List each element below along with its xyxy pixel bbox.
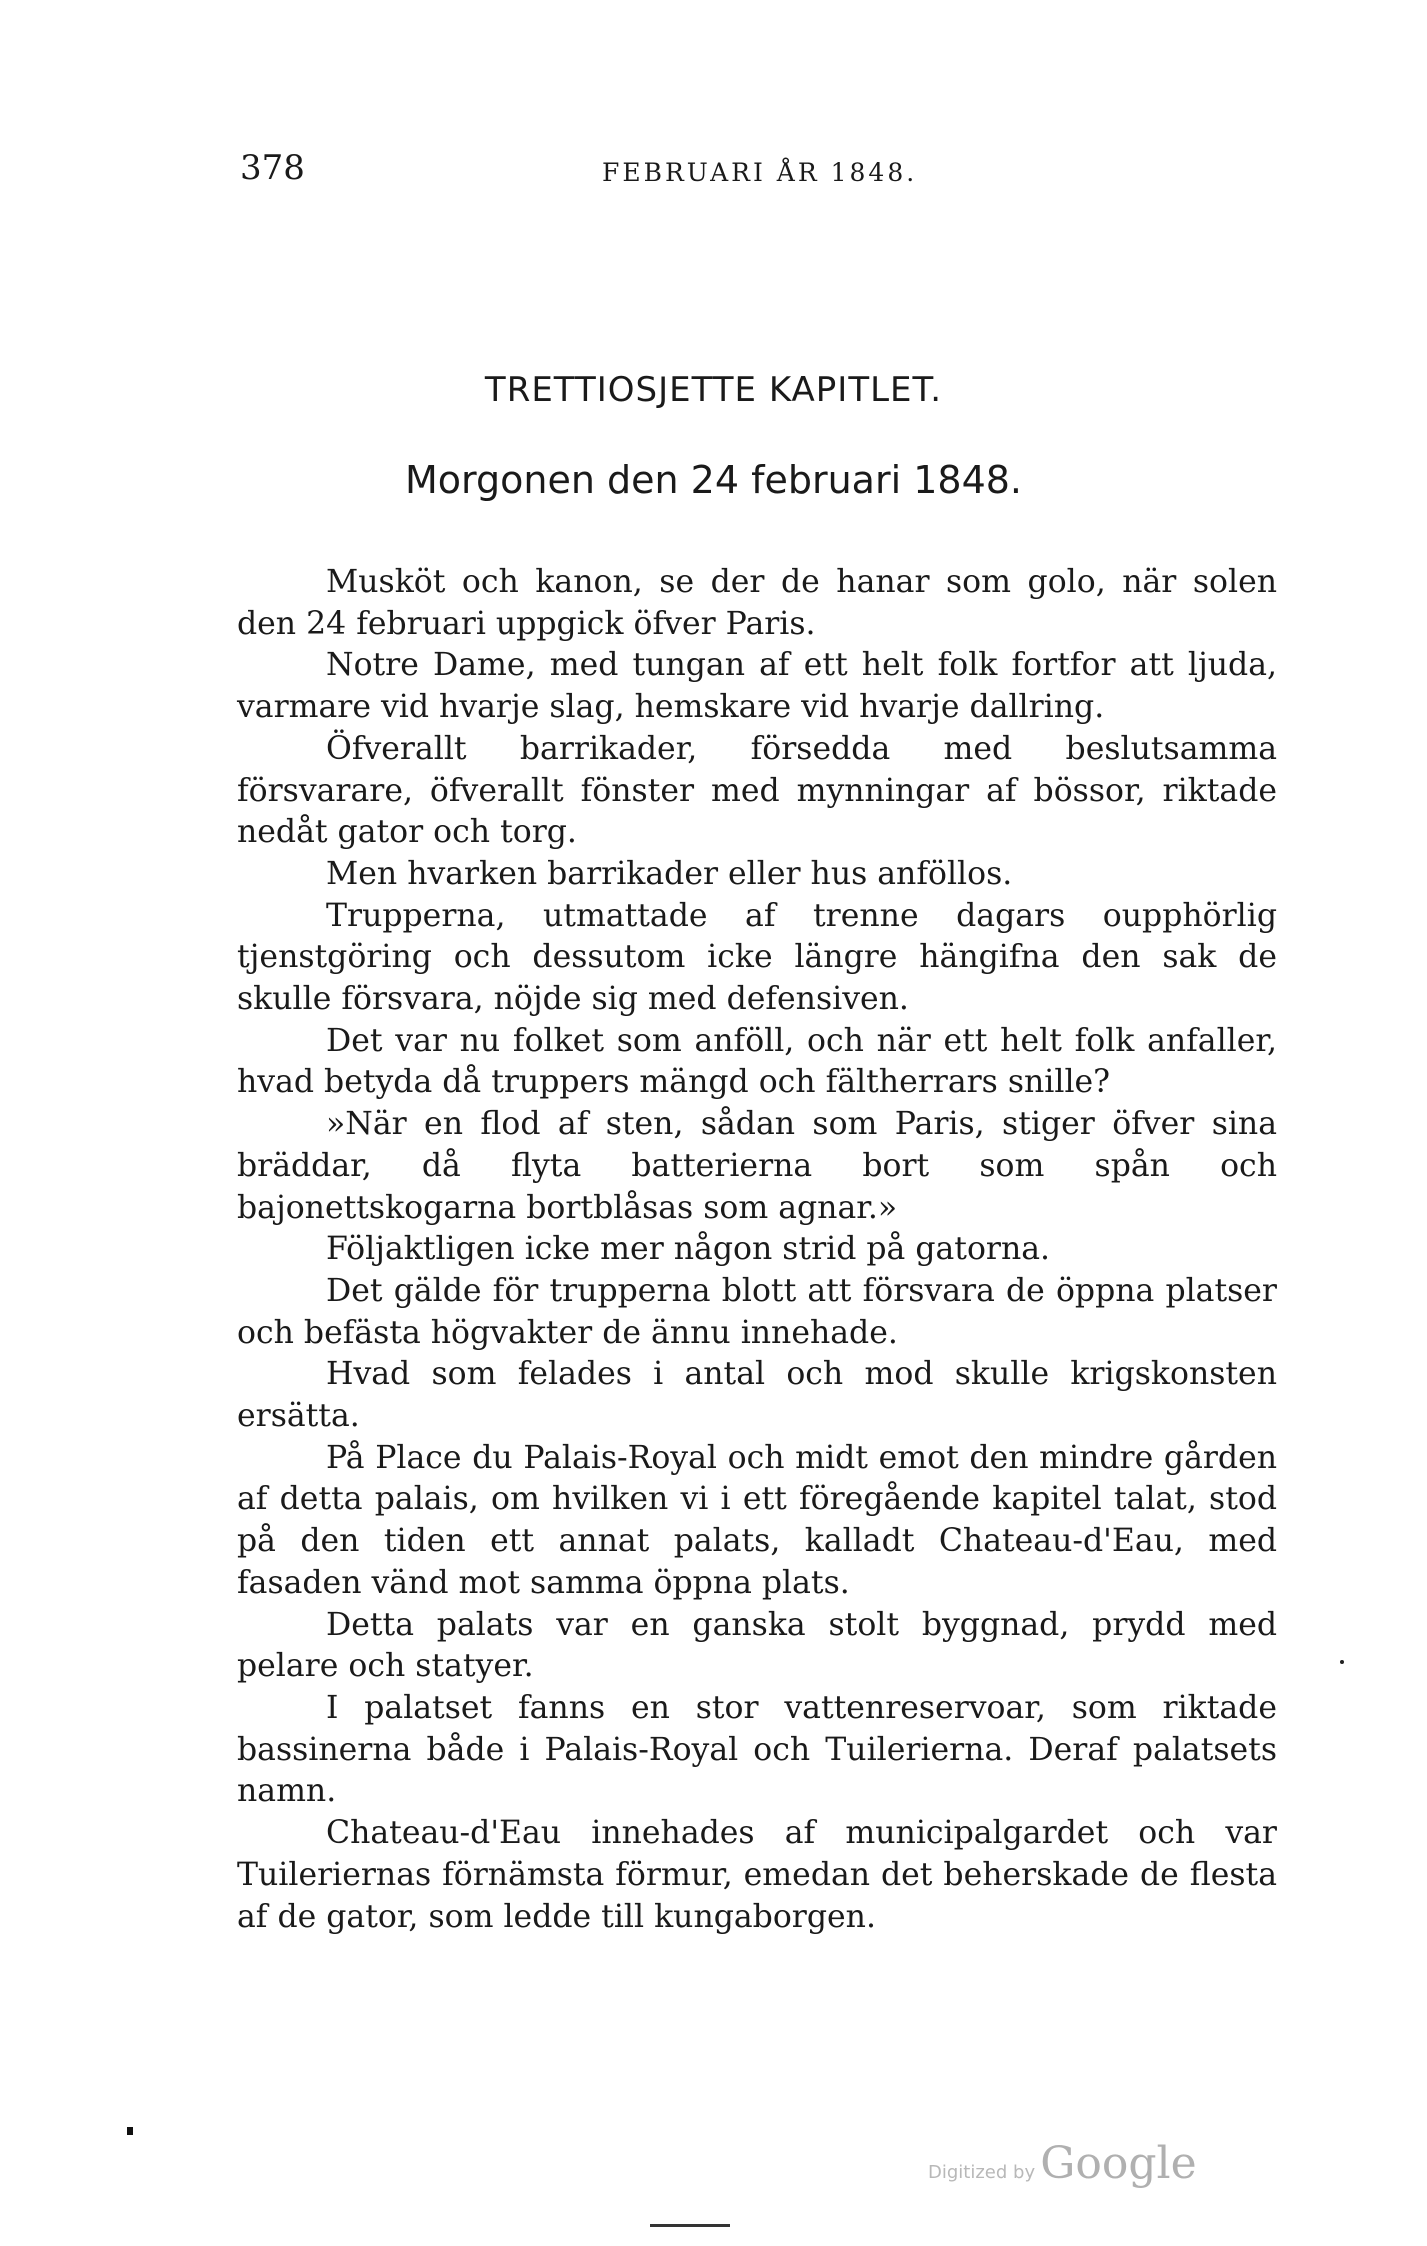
paragraph: Följaktligen icke mer någon strid på gatorna. [326,1231,1051,1268]
paragraph: Chateau-d'Eau innehades af municipalgardet och var Tuileriernas förnämsta förmur, emedan det beherskade de flesta af de gator, som ledde till kungaborgen. [237,1815,1277,1935]
print-speck [127,2127,133,2135]
paragraph: På Place du Palais-Royal och midt emot den mindre gården af detta palais, om hvilken vi i ett föregående kapitel talat, stod på den tiden ett annat palats, kalladt Chateau-d'Eau, med fasaden vänd mot samma öppna plats. [237,1439,1277,1601]
paragraph: »När en flod af sten, sådan som Paris, stiger öfver sina bräddar, då flyta batterierna bort som spån och bajonettskogarna bortblåsas som agnar.» [237,1106,1277,1226]
running-head: FEBRUARI ÅR 1848. [602,158,918,187]
paragraph: Notre Dame, med tungan af ett helt folk fortfor att ljuda, varmare vid hvarje slag, hemskare vid hvarje dallring. [237,647,1277,726]
print-speck [1340,1660,1344,1664]
paragraph: Men hvarken barrikader eller hus anföllos. [326,855,1013,892]
chapter-subtitle: Morgonen den 24 februari 1848. [405,458,1022,502]
digitized-by-google-watermark [928,2138,1197,2198]
paragraph: Trupperna, utmattade af trenne dagars oupphörlig tjenstgöring och dessutom icke längre hängifna den sak de skulle försvara, nöjde sig med defensiven. [237,897,1277,1018]
watermark-brand: Google [1040,2138,1197,2189]
paragraph: Det gälde för trupperna blott att försvara de öppna platser och befästa högvakter de ännu innehade. [237,1272,1277,1351]
paragraph: Öfverallt barrikader, försedda med beslutsamma försvarare, öfverallt fönster med mynningar af bössor, riktade nedåt gator och torg. [237,730,1277,851]
paragraph: Hvad som felades i antal och mod skulle krigskonsten ersätta. [237,1356,1277,1435]
paragraph: Det var nu folket som anföll, och när ett helt folk anfaller, hvad betyda då truppers mängd och fältherrars snille? [237,1022,1277,1101]
page-number: 378 [240,148,305,188]
bottom-rule [650,2224,730,2227]
watermark-prefix: Digitized by [928,2162,1036,2183]
paragraph: I palatset fanns en stor vattenreservoar, som riktade bassinerna både i Palais-Royal och Tuilerierna. Deraf palatsets namn. [237,1689,1277,1810]
chapter-title: TRETTIOSJETTE KAPITLET. [484,370,943,410]
paragraph: Musköt och kanon, se der de hanar som golo, när solen den 24 februari uppgick öfver Paris. [237,564,1277,642]
paragraph: Detta palats var en ganska stolt byggnad, prydd med pelare och statyer. [237,1606,1277,1685]
page-header [232,148,1282,198]
body-text [237,562,1277,1938]
